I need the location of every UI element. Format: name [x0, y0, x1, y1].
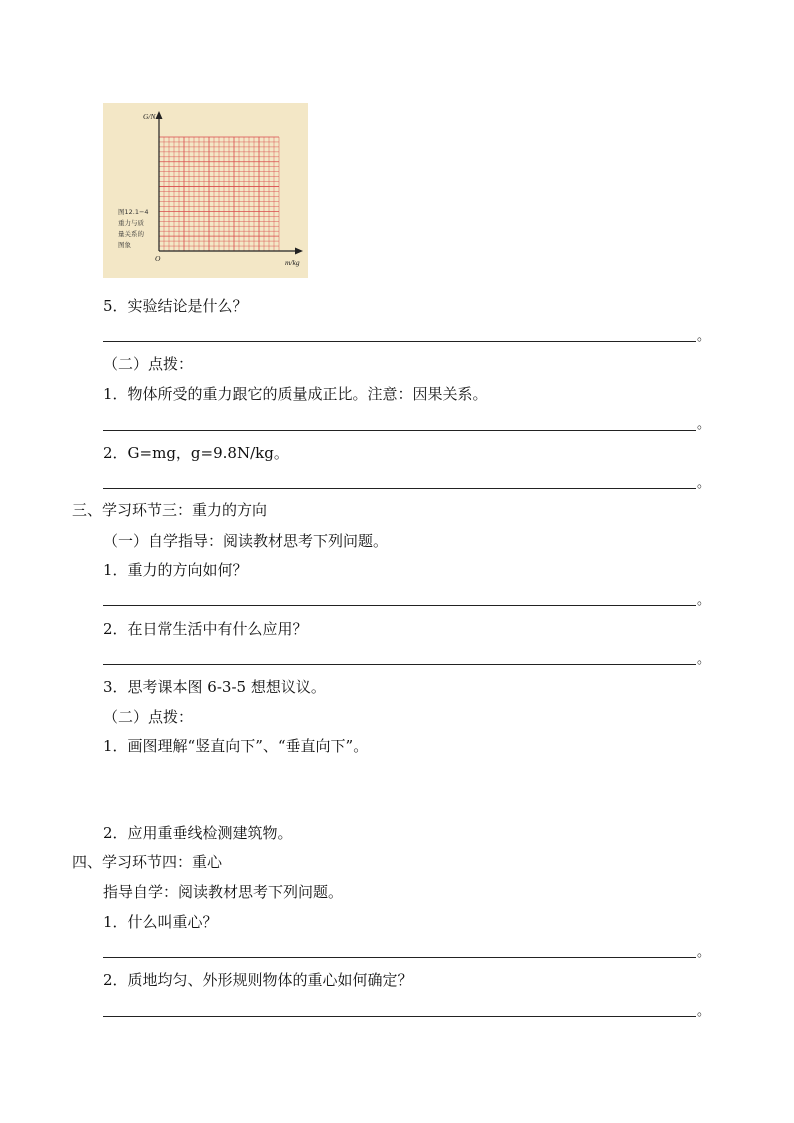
self-study-4: 指导自学：阅读教材思考下列问题。 [103, 883, 344, 901]
gravity-mass-graph-figure [103, 103, 308, 278]
question-4-1: 1．什么叫重心？ [103, 913, 218, 931]
tip-1: 1．物体所受的重力跟它的质量成正比。注意：因果关系。 [103, 385, 488, 403]
caption-line-3: 量关系的 [118, 230, 144, 238]
answer-period: 。 [697, 945, 711, 960]
answer-period: 。 [697, 1004, 711, 1019]
answer-period: 。 [697, 417, 711, 432]
question-3-2: 2．在日常生活中有什么应用？ [103, 620, 308, 638]
tips-title-3: （二）点拨： [103, 708, 194, 726]
section-3-heading: 三、学习环节三：重力的方向 [72, 501, 268, 519]
caption-line-2: 重力与质 [118, 219, 144, 227]
question-5: 5．实验结论是什么？ [103, 297, 248, 315]
x-axis-label: m/kg [285, 258, 300, 267]
y-axis-label: G/N [143, 112, 156, 121]
question-4-2: 2．质地均匀、外形规则物体的重心如何确定？ [103, 971, 413, 989]
tip-3-1: 1．画图理解“竖直向下”、“垂直向下”。 [103, 737, 369, 755]
answer-line-q3-2[interactable] [103, 664, 696, 665]
caption-line-4: 图象 [118, 241, 131, 249]
graph-svg [103, 103, 308, 278]
answer-line-tip1[interactable] [103, 430, 696, 431]
origin-label: O [155, 254, 161, 263]
x-axis-arrow-icon [295, 248, 303, 255]
answer-period: 。 [697, 652, 711, 667]
tip-3-2: 2．应用重垂线检测建筑物。 [103, 824, 293, 842]
answer-period: 。 [697, 329, 711, 344]
answer-period: 。 [697, 593, 711, 608]
answer-period: 。 [697, 476, 711, 491]
answer-line-q4-1[interactable] [103, 957, 696, 958]
answer-line-q3-1[interactable] [103, 605, 696, 606]
answer-line-q5[interactable] [103, 341, 696, 342]
question-3-1: 1．重力的方向如何？ [103, 561, 248, 579]
tips-title-2: （二）点拨： [103, 355, 194, 373]
self-study-3: （一）自学指导：阅读教材思考下列问题。 [103, 532, 389, 550]
answer-line-q4-2[interactable] [103, 1016, 696, 1017]
caption-line-1: 图12.1−4 [118, 208, 149, 216]
y-axis-arrow-icon [156, 111, 163, 119]
grid-lines [159, 137, 279, 251]
answer-line-tip2[interactable] [103, 488, 696, 489]
section-4-heading: 四、学习环节四：重心 [72, 853, 223, 871]
question-3-3: 3．思考课本图 6-3-5 想想议议。 [103, 678, 326, 696]
tip-2: 2．G=mg，g=9.8N/kg。 [103, 444, 289, 462]
